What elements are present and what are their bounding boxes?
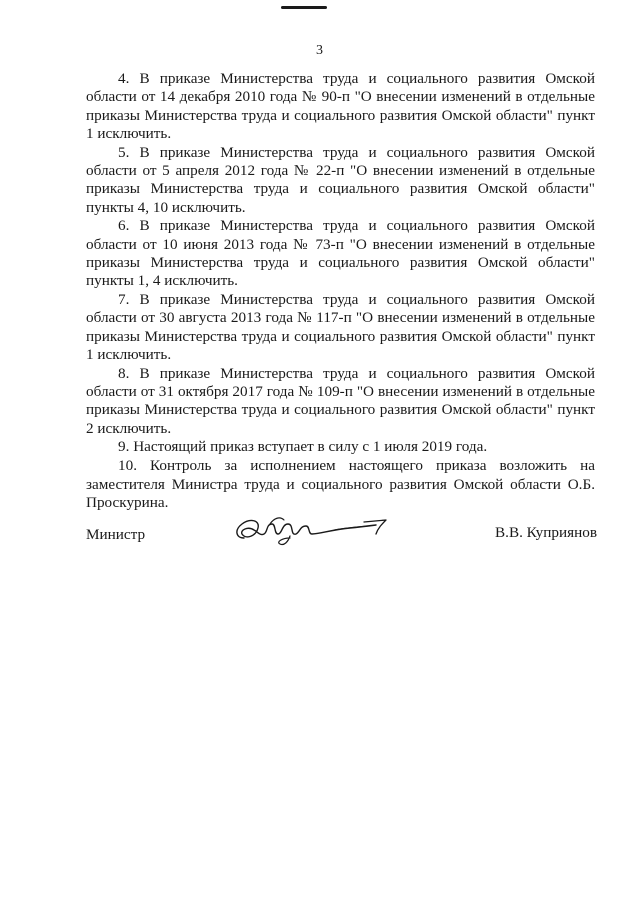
paragraph-item-10: 10. Контроль за исполнением настоящего приказа возложить на заместителя Министра труда и социального развития Омской области О.Б. Проскурина. [86,457,595,511]
signer-name: В.В. Куприянов [495,524,597,541]
paragraph-item-9: 9. Настоящий приказ вступает в силу с 1 июля 2019 года. [118,438,488,456]
paragraph-item-4: 4. В приказе Министерства труда и социального развития Омской области от 14 декабря 2010 года № 90-п "О внесении изменений в отдельные приказы Министерства труда и социального развития Омской области" пункт 1 исключить. [86,70,595,142]
page-top-mark [281,6,327,9]
signature-block [86,512,597,552]
handwritten-signature [230,512,390,548]
paragraph-item-6: 6. В приказе Министерства труда и социального развития Омской области от 10 июня 2013 года № 73-п "О внесении изменений в отдельные приказы Министерства труда и социального развития Омской области" пункты 1, 4 исключить. [86,217,595,290]
paragraph-item-7: 7. В приказе Министерства труда и социального развития Омской области от 30 августа 2013 года № 117-п "О внесении изменений в отдельные приказы Министерства труда и социального развития Омской области" пункт 1 исключить. [86,291,595,363]
paragraph-item-8: 8. В приказе Министерства труда и социального развития Омской области от 31 октября 2017 года № 109-п "О внесении изменений в отдельные приказы Министерства труда и социального развития Омской области" пункт 2 исключить. [86,364,595,437]
page-number: 3 [316,43,323,58]
signer-title: Министр [86,526,146,543]
document-body [86,70,595,513]
paragraph-item-5: 5. В приказе Министерства труда и социального развития Омской области от 5 апреля 2012 года № 22-п "О внесении изменений в отдельные приказы Министерства труда и социального развития Омской области" пункты 4, 10 исключить. [86,143,595,216]
